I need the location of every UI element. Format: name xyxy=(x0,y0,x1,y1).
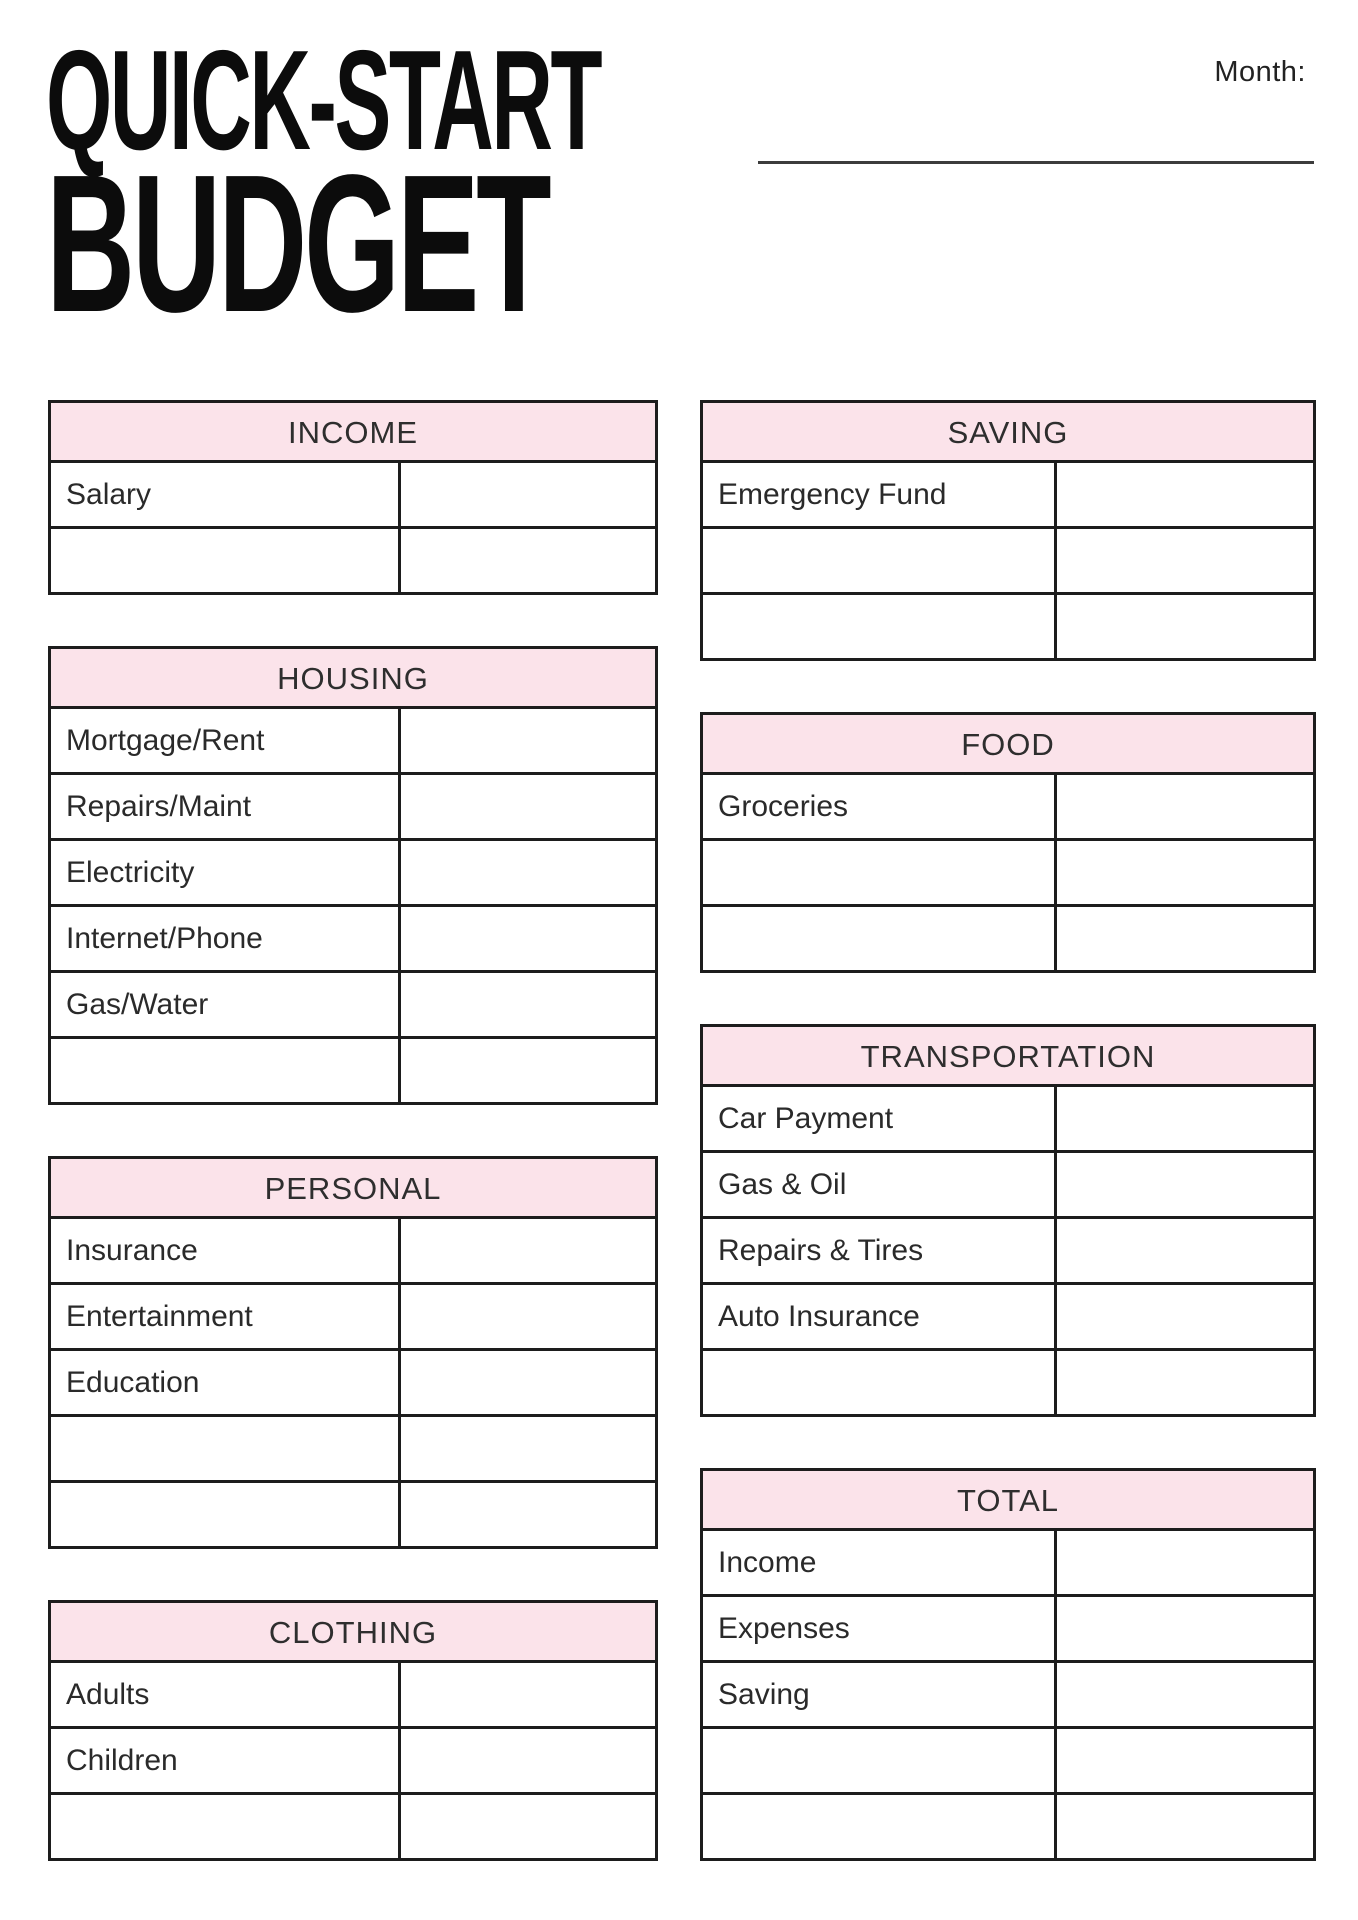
amount-cell[interactable] xyxy=(1057,1597,1313,1660)
table-row xyxy=(703,1153,1313,1219)
table-row xyxy=(703,595,1313,658)
row-label: Salary xyxy=(51,463,401,526)
amount-cell[interactable] xyxy=(401,1417,655,1480)
section-header-food: FOOD xyxy=(703,715,1313,775)
amount-cell[interactable] xyxy=(401,841,655,904)
amount-cell[interactable] xyxy=(401,1663,655,1726)
row-label: Groceries xyxy=(703,775,1057,838)
blank-label-cell[interactable] xyxy=(51,1039,401,1102)
month-label: Month: xyxy=(1214,56,1306,88)
amount-cell[interactable] xyxy=(401,529,655,592)
amount-cell[interactable] xyxy=(401,1351,655,1414)
amount-cell[interactable] xyxy=(1057,1087,1313,1150)
table-row xyxy=(51,1351,655,1417)
amount-cell[interactable] xyxy=(1057,1285,1313,1348)
row-label: Mortgage/Rent xyxy=(51,709,401,772)
table-row xyxy=(703,1597,1313,1663)
page-title-line2: BUDGET xyxy=(46,134,549,353)
row-label: Insurance xyxy=(51,1219,401,1282)
amount-cell[interactable] xyxy=(1057,1663,1313,1726)
table-row xyxy=(51,907,655,973)
section-personal xyxy=(48,1156,658,1549)
section-food xyxy=(700,712,1316,973)
table-row xyxy=(703,907,1313,970)
table-row xyxy=(51,1417,655,1483)
tables-area xyxy=(48,400,1316,1912)
amount-cell[interactable] xyxy=(1057,1219,1313,1282)
table-row xyxy=(703,1729,1313,1795)
amount-cell[interactable] xyxy=(1057,1729,1313,1792)
row-label: Repairs/Maint xyxy=(51,775,401,838)
row-label: Electricity xyxy=(51,841,401,904)
table-row xyxy=(703,1351,1313,1414)
row-label: Entertainment xyxy=(51,1285,401,1348)
amount-cell[interactable] xyxy=(1057,907,1313,970)
table-row xyxy=(51,1663,655,1729)
row-label: Auto Insurance xyxy=(703,1285,1057,1348)
amount-cell[interactable] xyxy=(1057,775,1313,838)
amount-cell[interactable] xyxy=(1057,1795,1313,1858)
amount-cell[interactable] xyxy=(401,463,655,526)
section-income xyxy=(48,400,658,595)
blank-label-cell[interactable] xyxy=(703,907,1057,970)
amount-cell[interactable] xyxy=(1057,529,1313,592)
blank-label-cell[interactable] xyxy=(51,1417,401,1480)
table-row xyxy=(703,1795,1313,1858)
table-row xyxy=(703,1219,1313,1285)
table-row xyxy=(51,775,655,841)
amount-cell[interactable] xyxy=(401,775,655,838)
section-header-income: INCOME xyxy=(51,403,655,463)
table-row xyxy=(51,1219,655,1285)
row-label: Repairs & Tires xyxy=(703,1219,1057,1282)
table-row xyxy=(703,1663,1313,1729)
section-transportation xyxy=(700,1024,1316,1417)
table-row xyxy=(51,529,655,592)
blank-label-cell[interactable] xyxy=(703,841,1057,904)
amount-cell[interactable] xyxy=(401,709,655,772)
table-row xyxy=(51,841,655,907)
table-row xyxy=(51,1483,655,1546)
section-saving xyxy=(700,400,1316,661)
amount-cell[interactable] xyxy=(1057,1351,1313,1414)
table-row xyxy=(703,1285,1313,1351)
table-row xyxy=(51,463,655,529)
amount-cell[interactable] xyxy=(1057,463,1313,526)
table-row xyxy=(703,463,1313,529)
amount-cell[interactable] xyxy=(1057,1531,1313,1594)
amount-cell[interactable] xyxy=(401,1285,655,1348)
row-label: Car Payment xyxy=(703,1087,1057,1150)
right-column xyxy=(700,400,1316,1912)
section-clothing xyxy=(48,1600,658,1861)
amount-cell[interactable] xyxy=(401,1483,655,1546)
amount-cell[interactable] xyxy=(401,1795,655,1858)
row-label: Income xyxy=(703,1531,1057,1594)
row-label: Gas & Oil xyxy=(703,1153,1057,1216)
table-row xyxy=(703,1087,1313,1153)
section-housing xyxy=(48,646,658,1105)
row-label: Internet/Phone xyxy=(51,907,401,970)
amount-cell[interactable] xyxy=(1057,1153,1313,1216)
amount-cell[interactable] xyxy=(401,1039,655,1102)
amount-cell[interactable] xyxy=(1057,595,1313,658)
blank-label-cell[interactable] xyxy=(51,529,401,592)
section-header-saving: SAVING xyxy=(703,403,1313,463)
table-row xyxy=(51,1795,655,1858)
row-label: Education xyxy=(51,1351,401,1414)
table-row xyxy=(51,1039,655,1102)
blank-label-cell[interactable] xyxy=(703,595,1057,658)
section-header-total: TOTAL xyxy=(703,1471,1313,1531)
blank-label-cell[interactable] xyxy=(51,1483,401,1546)
table-row xyxy=(703,529,1313,595)
blank-label-cell[interactable] xyxy=(703,1351,1057,1414)
table-row xyxy=(51,1729,655,1795)
section-header-personal: PERSONAL xyxy=(51,1159,655,1219)
amount-cell[interactable] xyxy=(401,973,655,1036)
amount-cell[interactable] xyxy=(401,907,655,970)
table-row xyxy=(51,1285,655,1351)
left-column xyxy=(48,400,658,1912)
blank-label-cell[interactable] xyxy=(51,1795,401,1858)
row-label: Adults xyxy=(51,1663,401,1726)
row-label: Expenses xyxy=(703,1597,1057,1660)
amount-cell[interactable] xyxy=(401,1219,655,1282)
amount-cell[interactable] xyxy=(401,1729,655,1792)
table-row xyxy=(703,841,1313,907)
section-header-clothing: CLOTHING xyxy=(51,1603,655,1663)
row-label: Emergency Fund xyxy=(703,463,1057,526)
page-title-line1: QUICK-START xyxy=(46,21,601,180)
table-row xyxy=(703,775,1313,841)
table-row xyxy=(703,1531,1313,1597)
blank-label-cell[interactable] xyxy=(703,1729,1057,1792)
blank-label-cell[interactable] xyxy=(703,1795,1057,1858)
section-total xyxy=(700,1468,1316,1861)
blank-label-cell[interactable] xyxy=(703,529,1057,592)
month-input-line[interactable] xyxy=(758,161,1314,164)
section-header-housing: HOUSING xyxy=(51,649,655,709)
table-row xyxy=(51,973,655,1039)
row-label: Saving xyxy=(703,1663,1057,1726)
row-label: Children xyxy=(51,1729,401,1792)
section-header-transportation: TRANSPORTATION xyxy=(703,1027,1313,1087)
amount-cell[interactable] xyxy=(1057,841,1313,904)
row-label: Gas/Water xyxy=(51,973,401,1036)
table-row xyxy=(51,709,655,775)
